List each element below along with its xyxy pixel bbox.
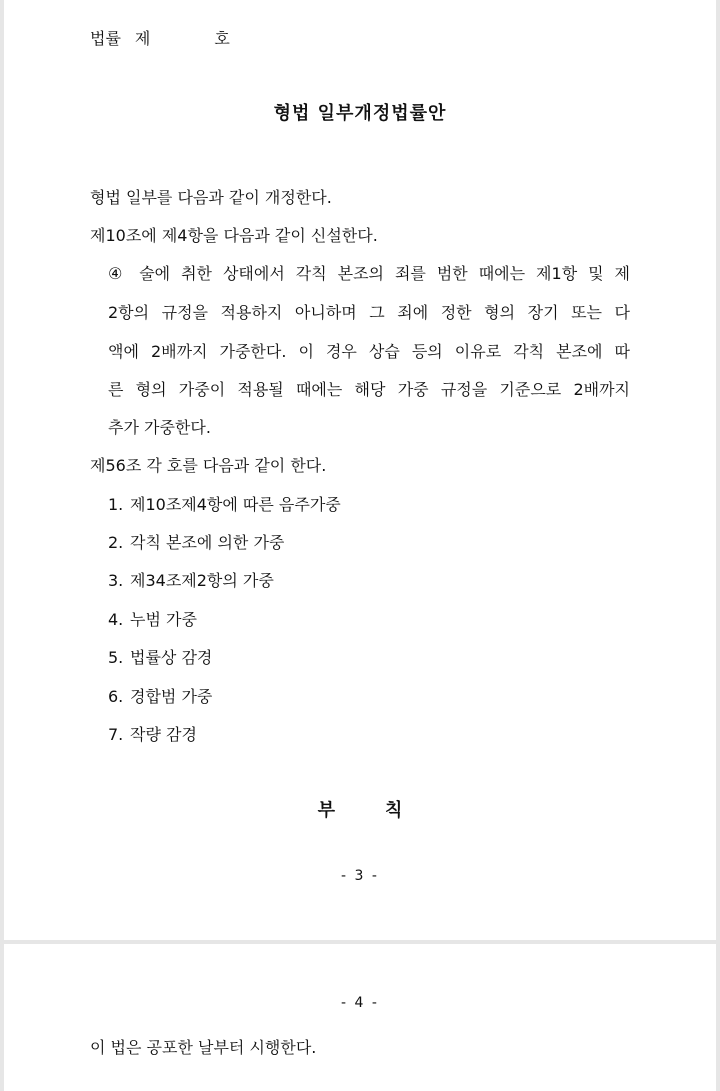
page-number: - 3 - — [341, 868, 379, 884]
bill-number-prefix: 법률 — [90, 29, 121, 48]
supplementary-title-second: 칙 — [385, 800, 403, 821]
document-page-3 — [4, 0, 716, 940]
list-item — [108, 533, 284, 553]
list-item — [108, 610, 197, 630]
list-item-number: 4. — [108, 610, 124, 629]
amendment-intro: 형법 일부를 다음과 같이 개정한다. — [90, 188, 332, 207]
list-item-number: 7. — [108, 725, 124, 744]
enforcement-clause: 이 법은 공포한 날부터 시행한다. — [90, 1038, 317, 1057]
list-item-number: 6. — [108, 687, 124, 706]
list-item-text: 제34조제2항의 가중 — [130, 571, 274, 590]
article56-heading: 제56조 각 호를 다음과 같이 한다. — [90, 456, 327, 475]
list-item-number: 1. — [108, 495, 124, 514]
bill-number — [90, 29, 230, 49]
list-item — [108, 571, 274, 591]
list-item-number: 3. — [108, 571, 124, 590]
article10-paragraph-line: 2항의 규정을 적용하지 아니하며 그 죄에 정한 형의 장기 또는 다 — [108, 303, 630, 322]
list-item-number: 5. — [108, 648, 124, 667]
supplementary-title-first: 부 — [317, 800, 335, 821]
list-item — [108, 648, 212, 668]
list-item-text: 경합범 가중 — [130, 687, 213, 706]
bill-number-suffix: 호 — [214, 29, 230, 48]
page-number: - 4 - — [341, 995, 379, 1011]
list-item-text: 작량 감경 — [130, 725, 197, 744]
list-item-text: 제10조제4항에 따른 음주가중 — [130, 495, 341, 514]
list-item-text: 누범 가중 — [130, 610, 197, 629]
article10-paragraph-line: 액에 2배까지 가중한다. 이 경우 상습 등의 이유로 각칙 본조에 따 — [108, 342, 630, 361]
bill-number-label: 제 — [134, 29, 151, 48]
supplementary-provisions-title — [4, 801, 716, 821]
list-item — [108, 495, 341, 515]
document-page-4 — [4, 944, 716, 1091]
list-item-text: 각칙 본조에 의한 가중 — [130, 533, 285, 552]
article10-paragraph-line: 른 형의 가중이 적용될 때에는 해당 가중 규정을 기준으로 2배까지 — [108, 380, 630, 399]
list-item-text: 법률상 감경 — [130, 648, 213, 667]
list-item — [108, 725, 197, 745]
list-item — [108, 687, 212, 707]
article10-paragraph-line: ④ 술에 취한 상태에서 각칙 본조의 죄를 범한 때에는 제1항 및 제 — [108, 264, 630, 283]
article10-paragraph-line: 추가 가중한다. — [108, 418, 211, 437]
page-title: 형법 일부개정법률안 — [273, 103, 447, 124]
article10-heading: 제10조에 제4항을 다음과 같이 신설한다. — [90, 226, 378, 245]
list-item-number: 2. — [108, 533, 124, 552]
